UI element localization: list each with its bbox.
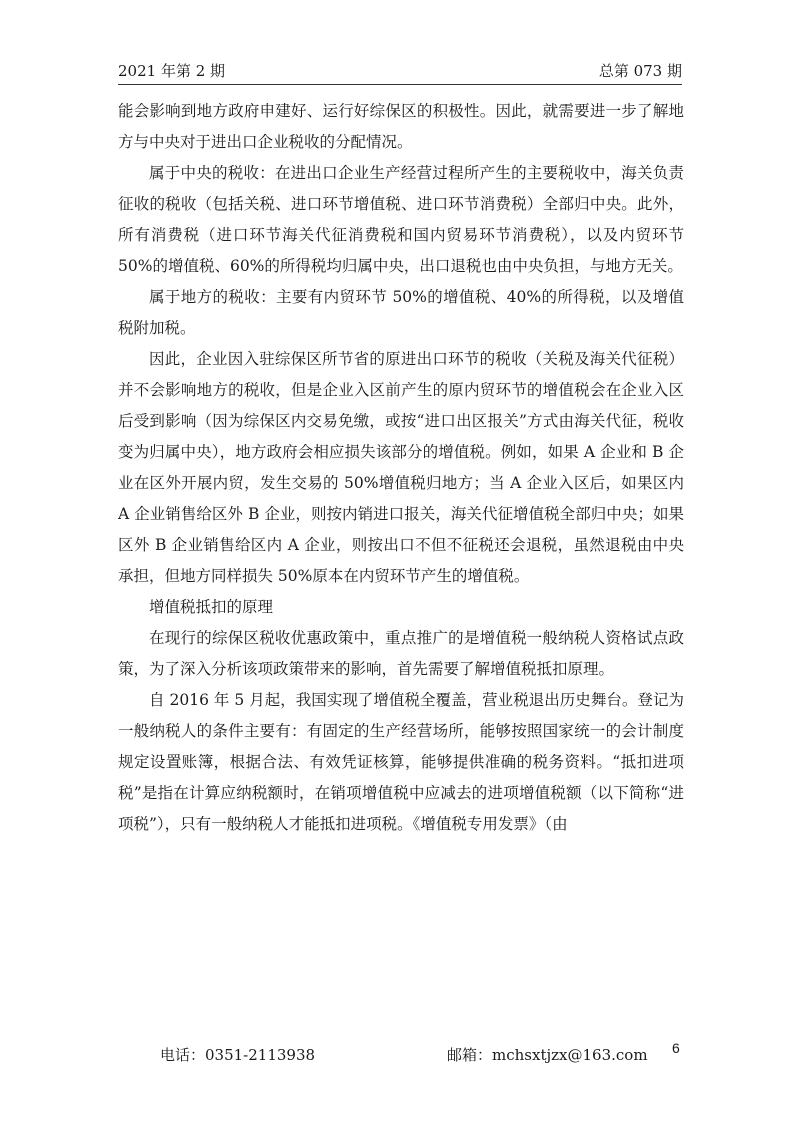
article-body: [118, 96, 684, 840]
paragraph: 属于地方的税收：主要有内贸环节 50%的增值税、40%的所得税，以及增值税附加税。: [118, 288, 684, 337]
paragraph: 属于中央的税收：在进出口企业生产经营过程所产生的主要税收中，海关负责征收的税收（包括关税、进口环节增值税、进口环节消费税）全部归中央。此外，所有消费税（进口环节海关代征消费税和国内贸易环节消费税），以及内贸环节 50%的增值税、60%的所得税均归属中央，出口退税也由中央负担，与地方无关。: [118, 164, 684, 275]
page-footer: [0, 1040, 800, 1068]
section-heading: 增值税抵扣的原理: [149, 598, 274, 616]
paragraph: 在现行的综保区税收优惠政策中，重点推广的是增值税一般纳税人资格试点政策，为了深入分析该项政策带来的影响，首先需要了解增值税抵扣原理。: [118, 629, 684, 678]
page-header: [118, 60, 682, 85]
phone-label: 电话：0351-2113938: [160, 1046, 316, 1064]
paragraph: 因此，企业因入驻综保区所节省的原进出口环节的税收（关税及海关代征税）并不会影响地方的税收，但是企业入区前产生的原内贸环节的增值税会在企业入区后受到影响（因为综保区内交易免缴，或按“进口出区报关”方式由海关代征，税收变为归属中央），地方政府会相应损失该部分的增值税。例如，如果 A 企业和 B 企业在区外开展内贸，发生交易的 50%增值税归地方；当 A 企业入区后，如果区内 A 企业销售给区外 B 企业，则按内销进口报关，海关代征增值税全部归中央；如果区外 B 企业销售给区内 A 企业，则按出口不但不征税还会退税，虽然退税由中央承担，但地方同样损失 50%原本在内贸环节产生的增值税。: [118, 350, 684, 585]
issue-label: 2021 年第 2 期: [118, 62, 226, 80]
page-number: 6: [672, 1040, 680, 1056]
paragraph: 能会影响到地方政府申建好、运行好综保区的积极性。因此，就需要进一步了解地方与中央对于进出口企业税收的分配情况。: [118, 102, 684, 151]
total-issue-label: 总第 073 期: [598, 62, 682, 80]
email-label: 邮箱：mchsxtjzx@163.com: [447, 1046, 648, 1064]
paragraph: 自 2016 年 5 月起，我国实现了增值税全覆盖，营业税退出历史舞台。登记为一般纳税人的条件主要有：有固定的生产经营场所，能够按照国家统一的会计制度规定设置账簿，根据合法、有效凭证核算，能够提供准确的税务资料。“抵扣进项税”是指在计算应纳税额时，在销项增值税中应减去的进项增值税额（以下简称“进项税”），只有一般纳税人才能抵扣进项税。《增值税专用发票》（由: [118, 691, 684, 833]
